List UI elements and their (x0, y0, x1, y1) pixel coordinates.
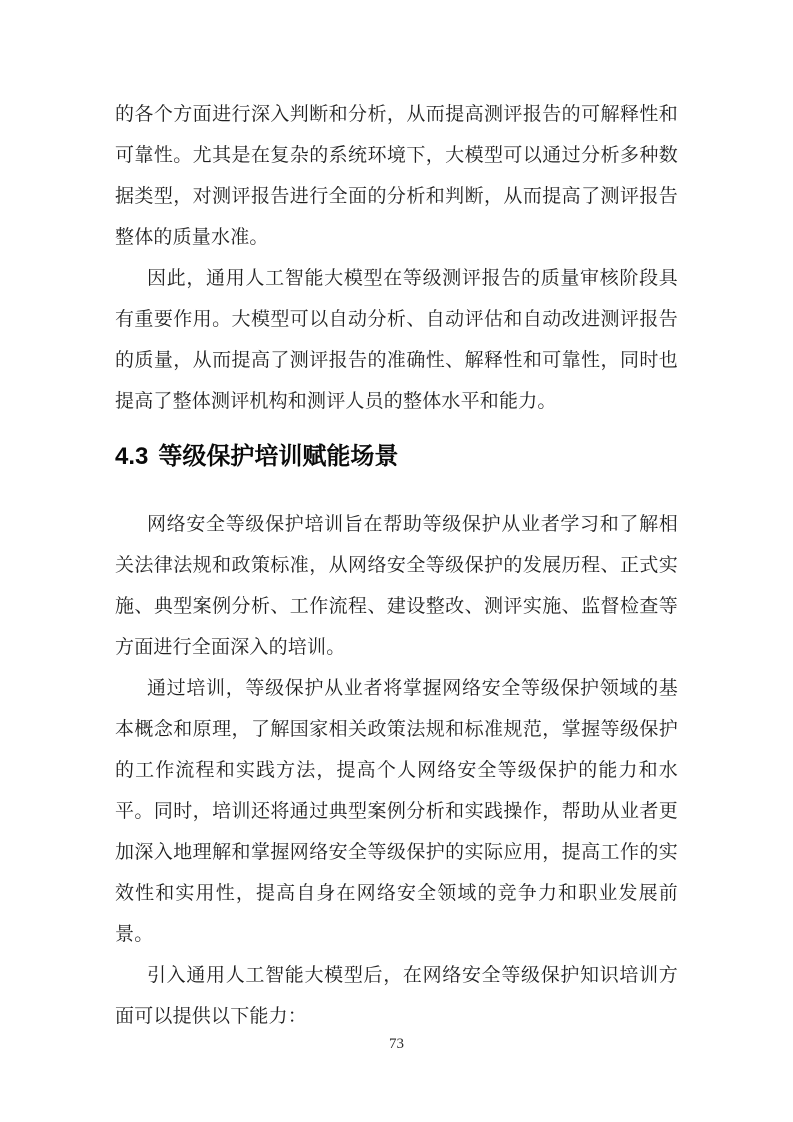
paragraph: 通过培训，等级保护从业者将掌握网络安全等级保护领域的基本概念和原理，了解国家相关政策法规和标准规范，掌握等级保护的工作流程和实践方法，提高个人网络安全等级保护的能力和水平。同时，培训还将通过典型案例分析和实践操作，帮助从业者更加深入地理解和掌握网络安全等级保护的实际应用，提高工作的实效性和实用性，提高自身在网络安全领域的竞争力和职业发展前景。 (115, 678, 678, 945)
section-heading (115, 442, 678, 472)
paragraph: 网络安全等级保护培训旨在帮助等级保护从业者学习和了解相关法律法规和政策标准，从网络安全等级保护的发展历程、正式实施、典型案例分析、工作流程、建设整改、测评实施、监督检查等方面进行全面深入的培训。 (115, 514, 678, 658)
paragraph-continuation: 的各个方面进行深入判断和分析，从而提高测评报告的可解释性和可靠性。尤其是在复杂的系统环境下，大模型可以通过分析多种数据类型，对测评报告进行全面的分析和判断，从而提高了测评报告整体的质量水准。 (115, 104, 678, 248)
paragraph: 引入通用人工智能大模型后，在网络安全等级保护知识培训方面可以提供以下能力： (115, 965, 678, 1027)
paragraph: 因此，通用人工智能大模型在等级测评报告的质量审核阶段具有重要作用。大模型可以自动分析、自动评估和自动改进测评报告的质量，从而提高了测评报告的准确性、解释性和可靠性，同时也提高了整体测评机构和测评人员的整体水平和能力。 (115, 268, 678, 412)
page-content (115, 0, 678, 1037)
section-title: 等级保护培训赋能场景 (158, 443, 399, 470)
page-number: 73 (389, 1036, 404, 1052)
section-number: 4.3 (115, 443, 149, 470)
